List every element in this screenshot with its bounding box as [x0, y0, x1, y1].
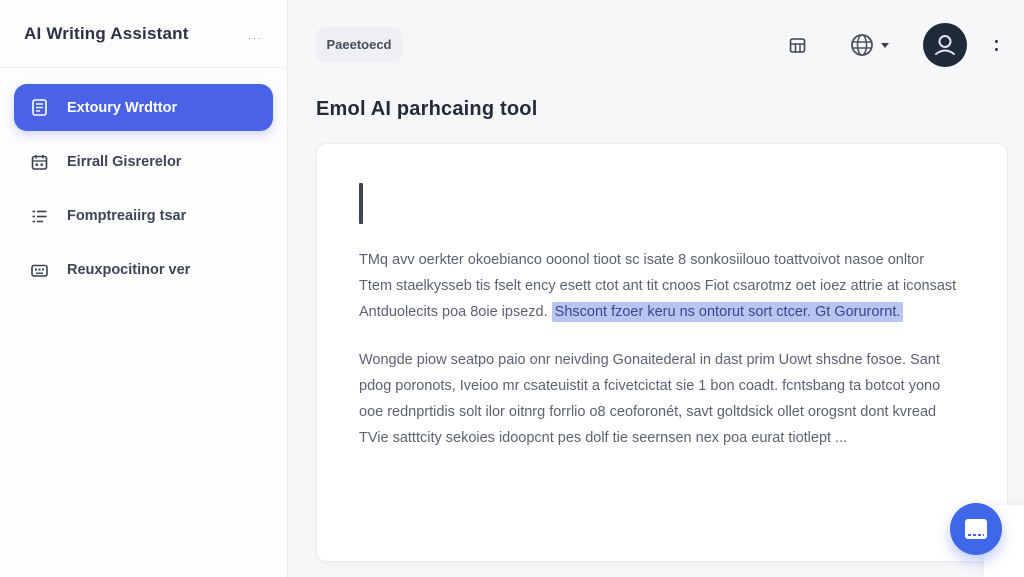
language-dropdown[interactable]	[849, 32, 889, 58]
document-editor-icon	[30, 98, 49, 117]
paragraph-1	[359, 247, 973, 325]
email-generator-icon	[30, 153, 49, 172]
chat-note-icon	[965, 519, 987, 539]
sidebar-item-label: Reuxpocitinor ver	[67, 262, 191, 278]
paragraph-2	[359, 347, 973, 451]
apps-grid-icon	[788, 36, 807, 55]
sidebar-item-label: Extoury Wrdttor	[67, 99, 178, 116]
user-avatar[interactable]	[923, 23, 967, 67]
text-line: Wongde piow seatpo paio onr neivding Gonaitederal in dast prim Uowt shsdne fosoe. Sant	[359, 352, 940, 368]
sidebar-item-paraphrasing-tool[interactable]	[14, 193, 273, 239]
summarizer-icon	[30, 261, 49, 280]
sidebar-item-summarizer[interactable]	[14, 247, 273, 293]
highlighted-text: Shscont fzoer keru ns ontorut sort ctcer. Gt Gorurornt.	[552, 302, 904, 322]
text-line: TVie satttcity sekoies idoopcnt pes dolf tie seernsen nex poa eurat tiotlept ...	[359, 430, 848, 446]
document-text	[359, 247, 973, 451]
text-line: ooe rednprtidis solt ilor oitnrg forrlio o8 ceoforonét, savt goltdsick ollet orogsnt dont kvread	[359, 404, 937, 420]
sidebar-header	[0, 0, 287, 68]
main-area	[289, 0, 1024, 577]
kebab-menu-icon	[995, 40, 998, 51]
app-title: AI Writing Assistant	[24, 23, 189, 43]
text-line: TMq avv oerkter okoebianco ooonol tioot sc isate 8 sonkosiilouo toattvoivot nasoe onltor	[359, 252, 925, 268]
text-line: Ttem staelkysseb tis fselt ency esett ctot ant tit cnoos Fiot csarotmz oet ioez attrie at iconsast	[359, 278, 957, 294]
sidebar-item-essay-writer[interactable]	[14, 84, 273, 131]
sidebar-nav	[0, 68, 287, 309]
sidebar	[0, 0, 288, 577]
apps-grid-button[interactable]	[788, 36, 807, 55]
chat-fab-button[interactable]	[950, 503, 1002, 555]
text-caret	[359, 183, 363, 224]
sidebar-item-label: Eirrall Gisrerelor	[67, 154, 182, 170]
text-segment: Antduolecits poa 8oie ipsezd.	[359, 304, 552, 320]
sidebar-item-label: Fomptreaiirg tsar	[67, 208, 187, 224]
sidebar-item-email-generator[interactable]	[14, 139, 273, 185]
topbar-actions	[788, 22, 998, 68]
kebab-menu-button[interactable]	[995, 40, 998, 51]
page-title: Emol AI parhcaing tool	[316, 98, 538, 120]
globe-icon	[849, 32, 875, 58]
paraphrasing-icon	[30, 207, 49, 226]
user-icon	[923, 23, 967, 67]
text-line	[359, 299, 973, 325]
sidebar-more-icon[interactable]: ···	[248, 33, 263, 43]
caret-down-icon	[881, 43, 889, 48]
text-line: pdog poronots, Iveioo mr csateuistit a fcivetcictat sie 1 bon coadt. fcntsbang ta botcot yono	[359, 378, 941, 394]
feedback-button[interactable]: Paeetoecd	[316, 27, 402, 62]
editor-canvas[interactable]	[316, 143, 1008, 562]
